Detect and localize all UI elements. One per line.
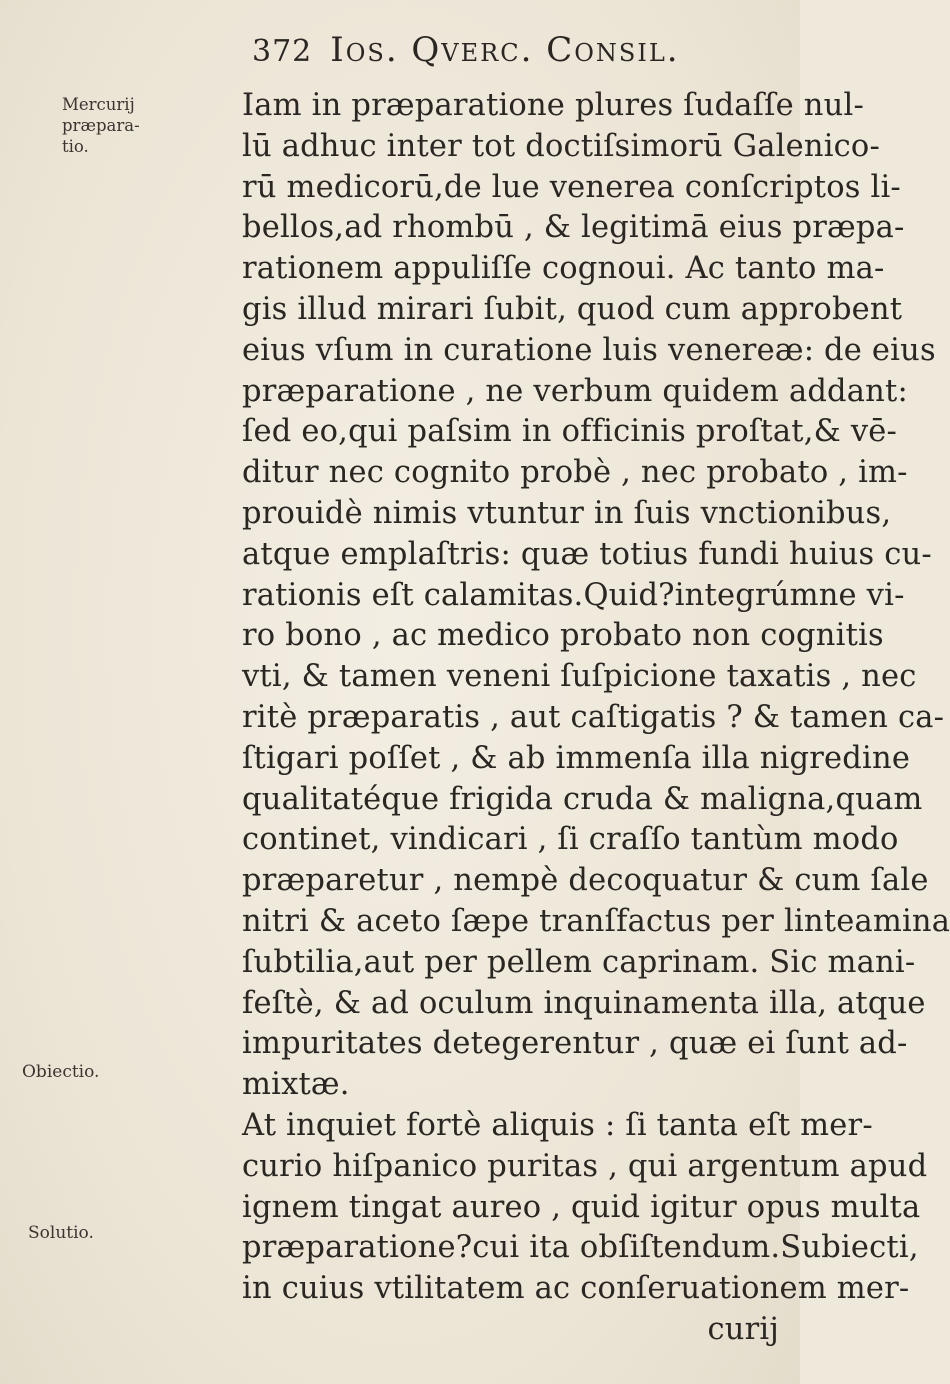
text-line: præparatione?cui ita obſiſtendum.Subiecti,: [242, 1230, 919, 1266]
margin-note-mercurij: [62, 94, 172, 157]
text-line: ditur nec cognito probè , nec probato , im-: [242, 455, 908, 491]
text-line: gis illud mirari ſubit, quod cum approbent: [242, 291, 903, 327]
text-line: feſtè, & ad oculum inquinamenta illa, atque: [242, 985, 926, 1021]
text-line: qualitatéque frigida cruda & maligna,quam: [242, 781, 923, 817]
page-header: [252, 30, 680, 80]
margin-note-obiectio: Obiectio.: [22, 1062, 100, 1082]
text-line: ſtigari poſſet , & ab immenſa illa nigredine: [242, 740, 911, 776]
body-text: [242, 86, 950, 1351]
text-line: prouidè nimis vtuntur in ſuis vnctionibus,: [242, 495, 892, 531]
text-line: præparetur , nempè decoquatur & cum ſale: [242, 863, 929, 899]
text-line: bellos,ad rhombū , & legitimā eius præpa-: [242, 210, 905, 246]
text-line: At inquiet fortè aliquis : ſi tanta eſt mer-: [242, 1107, 873, 1143]
text-line: Iam in præparatione plures ſudaſſe nul-: [242, 88, 864, 123]
catchword: curij: [707, 1311, 779, 1347]
text-line: vti, & tamen veneni ſuſpicione taxatis , nec: [242, 659, 917, 695]
text-line: impuritates detegerentur , quæ ei ſunt ad-: [242, 1026, 908, 1062]
text-line: ignem tingat aureo , quid igitur opus multa: [242, 1189, 921, 1225]
text-line: atque emplaſtris: quæ totius fundi huius cu-: [242, 536, 932, 572]
margin-note-line: Mercurij: [62, 95, 135, 114]
text-line: mixtæ.: [242, 1067, 350, 1103]
text-line: lū adhuc inter tot doctiſsimorū Galenico-: [242, 128, 880, 164]
margin-note-solutio: Solutio.: [28, 1223, 94, 1243]
page-number: 372: [252, 34, 313, 69]
text-line: rationis eſt calamitas.Quid?integrúmne vi-: [242, 577, 905, 613]
text-line: in cuius vtilitatem ac conſeruationem mer-: [242, 1271, 910, 1307]
text-line: continet, vindicari , ſi craſſo tantùm modo: [242, 822, 899, 858]
text-line: ſed eo,qui paſsim in officinis proſtat,& vē-: [242, 414, 898, 450]
running-head: Ios. Qverc. Consil.: [330, 30, 680, 70]
text-line: ſubtilia,aut per pellem caprinam. Sic mani-: [242, 944, 916, 980]
margin-note-line: tio.: [62, 137, 89, 156]
text-line: curio hiſpanico puritas , qui argentum apud: [242, 1148, 928, 1184]
text-line: nitri & aceto ſæpe tranſfactus per linteamina: [242, 903, 950, 939]
text-line: ritè præparatis , aut caſtigatis ? & tamen ca-: [242, 699, 945, 735]
text-line: præparatione , ne verbum quidem addant:: [242, 373, 908, 409]
text-line: rationem appuliſſe cognoui. Ac tanto ma-: [242, 251, 885, 287]
text-line: rū medicorū,de lue venerea conſcriptos li-: [242, 169, 901, 205]
margin-note-line: præpara-: [62, 116, 140, 135]
text-line: eius vſum in curatione luis venereæ: de eius: [242, 332, 936, 368]
text-line: ro bono , ac medico probato non cognitis: [242, 618, 884, 654]
